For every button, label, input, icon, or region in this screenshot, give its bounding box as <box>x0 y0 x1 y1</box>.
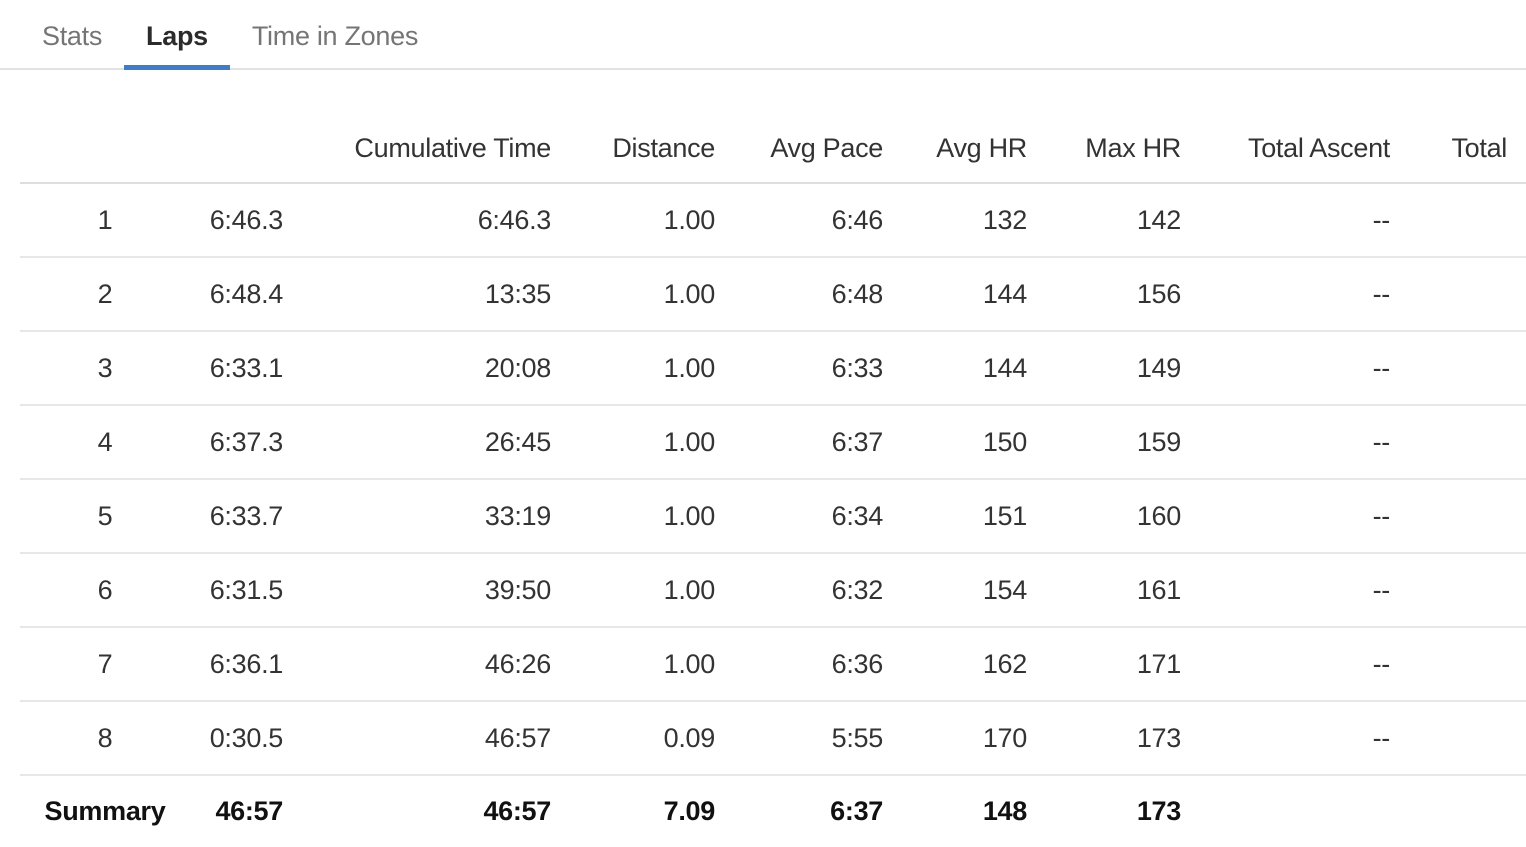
max-hr-cell: 173 <box>1136 796 1181 826</box>
avg-pace-cell: 6:32 <box>715 553 883 627</box>
tab-stats[interactable]: Stats <box>42 21 103 51</box>
total-ascent-cell: -- <box>1181 627 1390 701</box>
table-row <box>20 701 1526 775</box>
header-total-descent: Total <box>1390 70 1526 183</box>
avg-pace-cell: 6:34 <box>715 479 883 553</box>
distance-cell: 1.00 <box>551 331 715 405</box>
avg-pace-cell: 5:55 <box>715 701 883 775</box>
lap-cell: 2 <box>20 257 190 331</box>
avg-hr-cell: 144 <box>883 331 1027 405</box>
avg-pace-cell: 6:48 <box>715 257 883 331</box>
header-cumulative-time: Cumulative Time <box>283 70 551 183</box>
avg-hr-cell: 132 <box>883 183 1027 257</box>
time-cell: 6:36.1 <box>190 627 283 701</box>
avg-hr-cell: 151 <box>883 479 1027 553</box>
max-hr-cell: 142 <box>1027 183 1181 257</box>
laps-table <box>20 70 1526 847</box>
header-distance: Distance <box>551 70 715 183</box>
distance-cell: 1.00 <box>551 405 715 479</box>
max-hr-cell: 156 <box>1027 257 1181 331</box>
header-total-ascent: Total Ascent <box>1181 70 1390 183</box>
time-cell: 6:33.7 <box>190 479 283 553</box>
table-row <box>20 627 1526 701</box>
avg-pace-cell: 6:33 <box>715 331 883 405</box>
total-descent-cell <box>1390 183 1526 257</box>
max-hr-cell: 149 <box>1027 331 1181 405</box>
table-row <box>20 479 1526 553</box>
total-descent-cell <box>1390 405 1526 479</box>
header-row <box>20 70 1526 183</box>
total-ascent-cell: -- <box>1181 331 1390 405</box>
max-hr-cell: 160 <box>1027 479 1181 553</box>
cumulative-time-cell: 46:26 <box>283 627 551 701</box>
table-row <box>20 553 1526 627</box>
total-ascent-cell: -- <box>1181 183 1390 257</box>
table-row <box>20 405 1526 479</box>
summary-row <box>20 775 1526 847</box>
avg-hr-cell: 170 <box>883 701 1027 775</box>
lap-cell: 8 <box>20 701 190 775</box>
distance-cell: 7.09 <box>663 796 715 826</box>
total-ascent-cell: -- <box>1181 479 1390 553</box>
total-ascent-cell: -- <box>1181 553 1390 627</box>
max-hr-cell: 173 <box>1027 701 1181 775</box>
total-ascent-cell: -- <box>1181 257 1390 331</box>
time-cell: 6:33.1 <box>190 331 283 405</box>
header-lap <box>20 70 190 183</box>
cumulative-time-cell: 39:50 <box>283 553 551 627</box>
tab-time-in-zones[interactable]: Time in Zones <box>251 21 419 51</box>
lap-cell: 6 <box>20 553 190 627</box>
total-descent-cell <box>1390 257 1526 331</box>
avg-pace-cell: 6:46 <box>715 183 883 257</box>
cumulative-time-cell: 13:35 <box>283 257 551 331</box>
distance-cell: 1.00 <box>551 183 715 257</box>
max-hr-cell: 159 <box>1027 405 1181 479</box>
time-cell: 46:57 <box>215 796 283 826</box>
cumulative-time-cell: 20:08 <box>283 331 551 405</box>
avg-hr-cell: 162 <box>883 627 1027 701</box>
total-descent-cell <box>1390 701 1526 775</box>
time-cell: 0:30.5 <box>190 701 283 775</box>
lap-cell: 5 <box>20 479 190 553</box>
max-hr-cell: 171 <box>1027 627 1181 701</box>
cumulative-time-cell: 6:46.3 <box>283 183 551 257</box>
lap-cell: Summary <box>44 796 166 826</box>
time-cell: 6:37.3 <box>190 405 283 479</box>
header-time <box>190 70 283 183</box>
header-max-hr: Max HR <box>1027 70 1181 183</box>
lap-cell: 1 <box>20 183 190 257</box>
lap-cell: 4 <box>20 405 190 479</box>
total-descent-cell <box>1390 553 1526 627</box>
cumulative-time-cell: 46:57 <box>283 701 551 775</box>
avg-hr-cell: 148 <box>982 796 1027 826</box>
total-descent-cell <box>1390 331 1526 405</box>
cumulative-time-cell: 33:19 <box>283 479 551 553</box>
table-row <box>20 183 1526 257</box>
avg-hr-cell: 154 <box>883 553 1027 627</box>
tab-laps[interactable]: Laps <box>124 20 230 70</box>
header-avg-hr: Avg HR <box>883 70 1027 183</box>
time-cell: 6:31.5 <box>190 553 283 627</box>
avg-hr-cell: 144 <box>883 257 1027 331</box>
total-descent-cell <box>1390 775 1526 847</box>
lap-cell: 7 <box>20 627 190 701</box>
lap-cell: 3 <box>20 331 190 405</box>
total-ascent-cell <box>1181 775 1390 847</box>
cumulative-time-cell: 26:45 <box>283 405 551 479</box>
total-ascent-cell: -- <box>1181 405 1390 479</box>
cumulative-time-cell: 46:57 <box>483 796 551 826</box>
total-ascent-cell: -- <box>1181 701 1390 775</box>
table-row <box>20 257 1526 331</box>
distance-cell: 1.00 <box>551 553 715 627</box>
distance-cell: 1.00 <box>551 479 715 553</box>
total-descent-cell <box>1390 479 1526 553</box>
time-cell: 6:48.4 <box>190 257 283 331</box>
avg-pace-cell: 6:37 <box>715 405 883 479</box>
time-cell: 6:46.3 <box>190 183 283 257</box>
avg-pace-cell: 6:37 <box>830 796 883 826</box>
distance-cell: 0.09 <box>551 701 715 775</box>
total-descent-cell <box>1390 627 1526 701</box>
distance-cell: 1.00 <box>551 627 715 701</box>
table-row <box>20 331 1526 405</box>
tab-bar <box>0 0 1526 70</box>
distance-cell: 1.00 <box>551 257 715 331</box>
header-avg-pace: Avg Pace <box>715 70 883 183</box>
max-hr-cell: 161 <box>1027 553 1181 627</box>
avg-hr-cell: 150 <box>883 405 1027 479</box>
avg-pace-cell: 6:36 <box>715 627 883 701</box>
